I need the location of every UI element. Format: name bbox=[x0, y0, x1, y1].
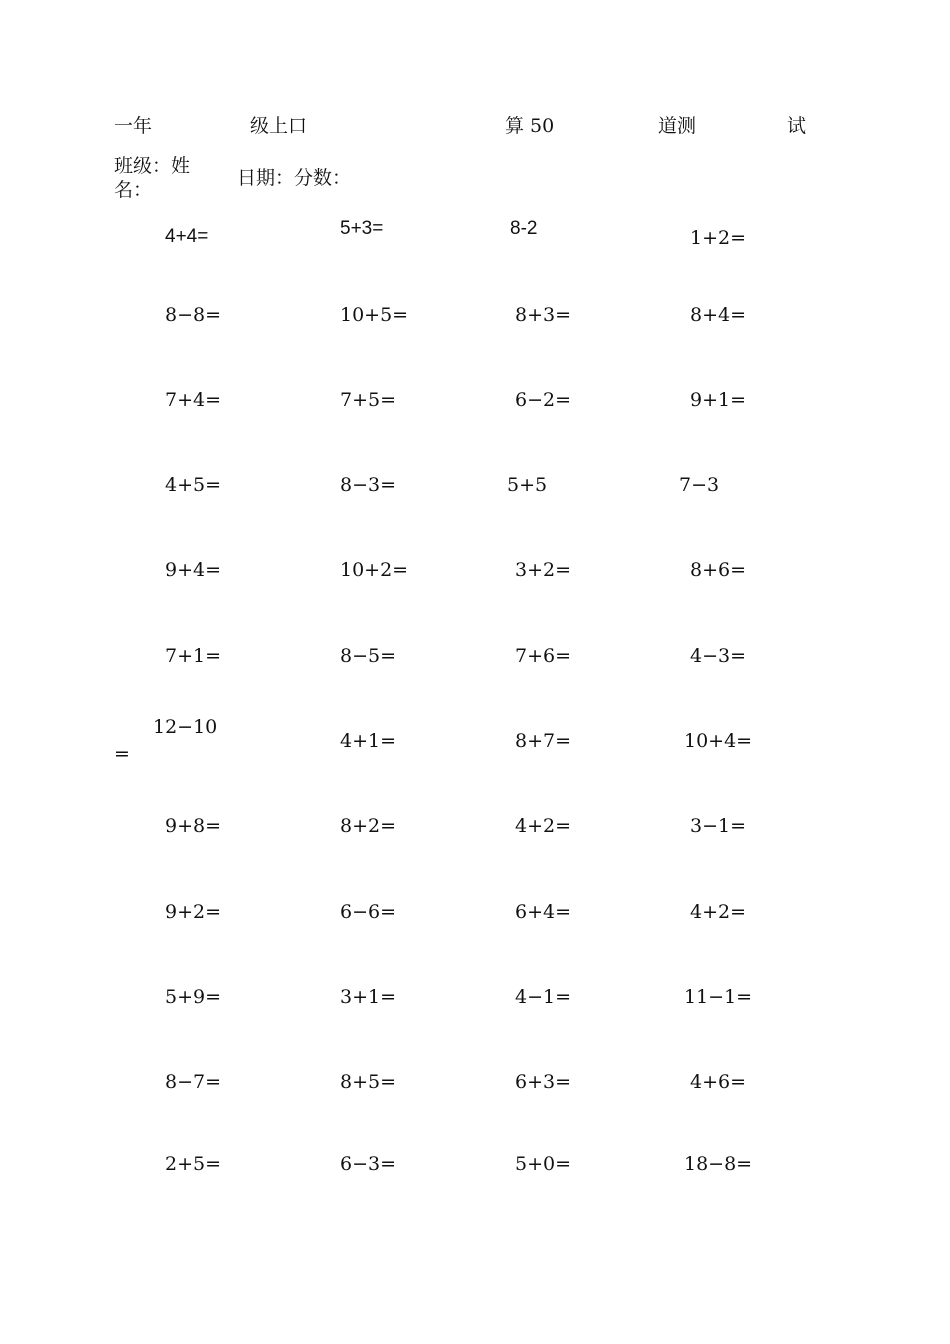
problem: 8+4= bbox=[690, 304, 747, 326]
problem: 9+1= bbox=[690, 389, 747, 411]
problem: 6−3= bbox=[340, 1153, 397, 1175]
title-part-2: 级上口 bbox=[250, 115, 308, 137]
problem: 6−6= bbox=[340, 901, 397, 923]
problem: 9+8= bbox=[165, 815, 222, 837]
problem: 5+5 bbox=[507, 474, 548, 496]
title-part-4: 道测 bbox=[658, 115, 697, 137]
problem: 3+1= bbox=[340, 986, 397, 1008]
problem: 3+2= bbox=[515, 559, 572, 581]
problem: 7+1= bbox=[165, 645, 222, 667]
problem: 8-2 bbox=[510, 218, 538, 239]
problem-equals-wrap: = bbox=[114, 743, 130, 765]
problem: 8+6= bbox=[690, 559, 747, 581]
problem: 5+0= bbox=[515, 1153, 572, 1175]
problem: 8+3= bbox=[515, 304, 572, 326]
problem: 8−8= bbox=[165, 304, 222, 326]
problem: 7+4= bbox=[165, 389, 222, 411]
problem: 7−3 bbox=[679, 474, 720, 496]
title-part-1: 一年 bbox=[114, 115, 153, 137]
problem: 10+5= bbox=[340, 304, 409, 326]
date-score-label: 日期：分数： bbox=[237, 167, 352, 189]
problem: 10+2= bbox=[340, 559, 409, 581]
problem: 10+4= bbox=[684, 730, 753, 752]
problem: 9+2= bbox=[165, 901, 222, 923]
class-name-label: 班级：姓 bbox=[114, 155, 191, 177]
problem: 4+1= bbox=[340, 730, 397, 752]
problem: 8−7= bbox=[165, 1071, 222, 1093]
problem: 4−3= bbox=[690, 645, 747, 667]
problem: 4+5= bbox=[165, 474, 222, 496]
problem: 4+4= bbox=[165, 226, 209, 247]
problem: 9+4= bbox=[165, 559, 222, 581]
problem: 7+5= bbox=[340, 389, 397, 411]
problem: 4+2= bbox=[690, 901, 747, 923]
problem: 7+6= bbox=[515, 645, 572, 667]
problem: 11−1= bbox=[684, 986, 753, 1008]
problem: 5+9= bbox=[165, 986, 222, 1008]
problem: 8−3= bbox=[340, 474, 397, 496]
problem: 8+5= bbox=[340, 1071, 397, 1093]
problem: 6−2= bbox=[515, 389, 572, 411]
problem: 8+7= bbox=[515, 730, 572, 752]
problem: 1+2= bbox=[690, 227, 747, 249]
problem: 4+2= bbox=[515, 815, 572, 837]
problem: 2+5= bbox=[165, 1153, 222, 1175]
problem: 6+4= bbox=[515, 901, 572, 923]
problem: 8−5= bbox=[340, 645, 397, 667]
problem: 4−1= bbox=[515, 986, 572, 1008]
problem: 18−8= bbox=[684, 1153, 753, 1175]
problem: 8+2= bbox=[340, 815, 397, 837]
problem: 12−10 bbox=[153, 716, 218, 738]
problem: 6+3= bbox=[515, 1071, 572, 1093]
title-part-5: 试 bbox=[787, 115, 807, 137]
problem: 3−1= bbox=[690, 815, 747, 837]
problem: 5+3= bbox=[340, 218, 384, 239]
name-label-continued: 名： bbox=[114, 179, 153, 201]
problem: 4+6= bbox=[690, 1071, 747, 1093]
title-part-3: 算 50 bbox=[505, 115, 555, 137]
